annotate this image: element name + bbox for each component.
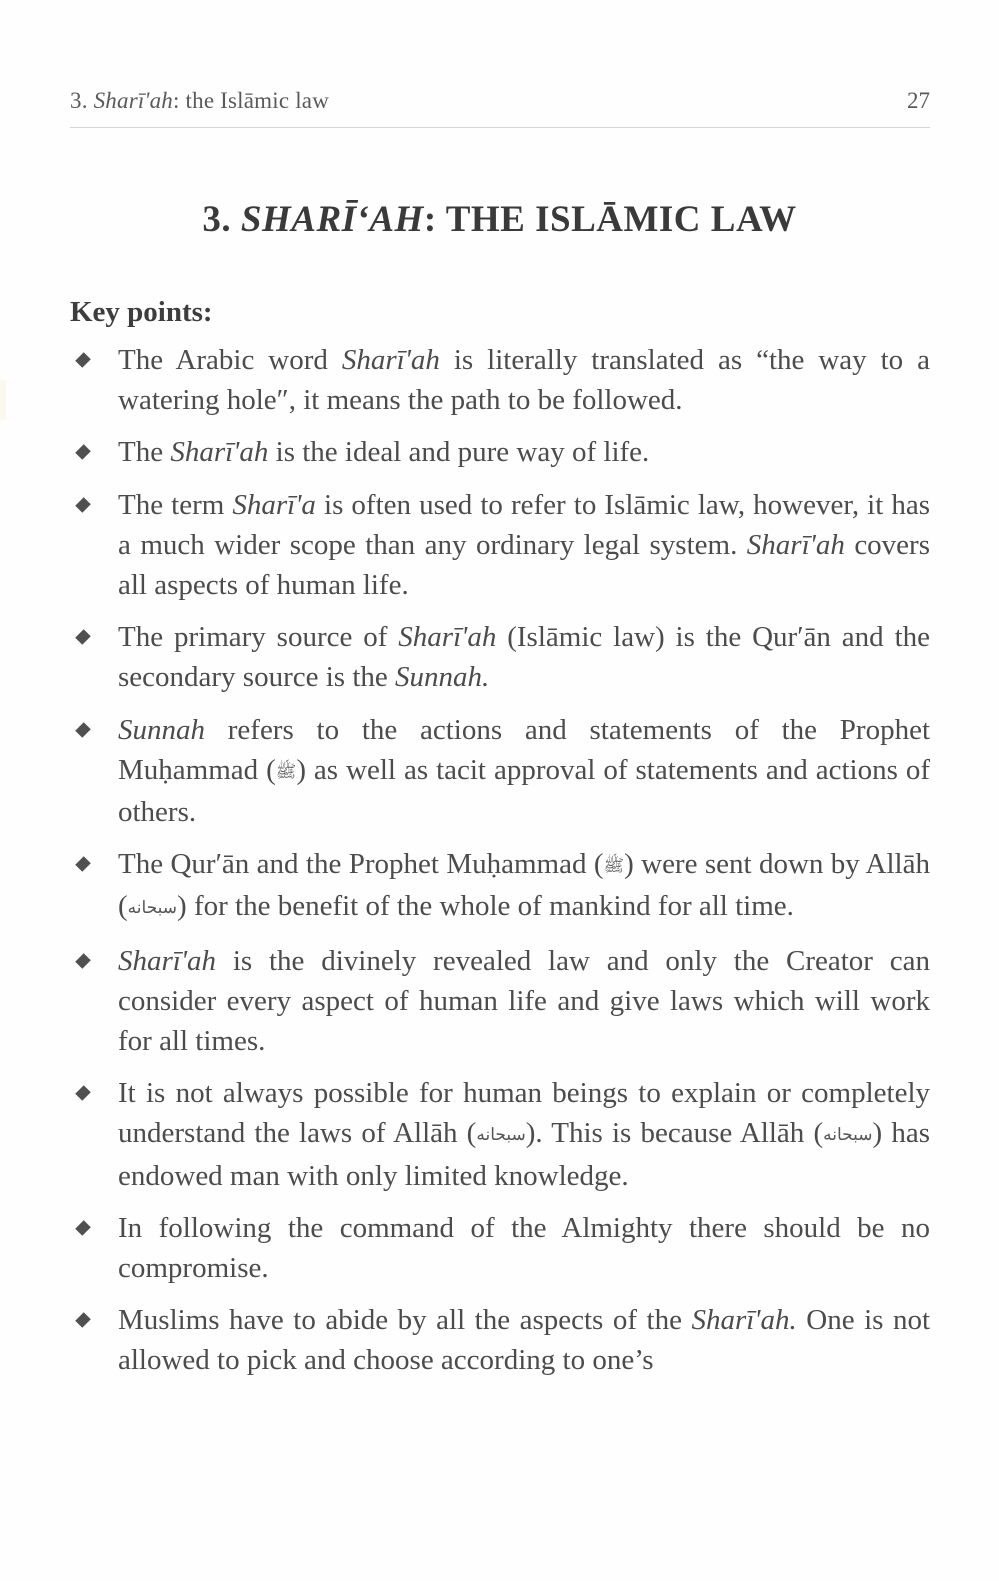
key-point-text: ) has endowed man with only limited knowledge. [118, 1117, 930, 1192]
key-point-text: ) were sent down by Allāh ( [118, 848, 930, 923]
italic-term: Sharī'ah [746, 528, 845, 561]
key-points-heading: Key points: [70, 296, 213, 328]
diamond-bullet-icon [75, 445, 91, 461]
diamond-bullet-icon [75, 629, 91, 645]
diamond-bullet-icon [75, 953, 91, 969]
diamond-bullet-icon [75, 352, 91, 368]
key-point-item [70, 1073, 930, 1196]
key-point-item [70, 941, 930, 1062]
key-point-text: The term [118, 488, 233, 521]
scan-edge-mark [0, 380, 6, 420]
diamond-bullet-icon [75, 1220, 91, 1236]
key-point-item [70, 432, 930, 472]
honorific-icon: ﷺ [275, 761, 297, 781]
chapter-title-rest: : THE ISLĀMIC LAW [423, 199, 797, 240]
key-point-text: It is not always possible for human beings to explain or completely understand the laws of Allāh ( [118, 1077, 930, 1150]
key-point-item [70, 340, 930, 420]
key-point-item [70, 485, 930, 606]
diamond-bullet-icon [75, 1085, 91, 1101]
running-head [70, 88, 930, 122]
key-point-text: is literally translated as “the way to a watering hole″, it means the path to be followed. [118, 344, 930, 417]
italic-term: Sunnah. [395, 661, 490, 694]
header-divider [70, 127, 930, 128]
italic-term: Sunnah [118, 713, 205, 746]
diamond-bullet-icon [75, 722, 91, 738]
key-point-text: is the divinely revealed law and only the Creator can consider every aspect of human life and give laws which will work for all times. [118, 944, 930, 1058]
running-head-segment: 3. [70, 88, 94, 113]
key-point-text: ) as well as tacit approval of statements and actions of others. [118, 753, 930, 829]
key-point-item [70, 617, 930, 697]
honorific-icon: ﷺ [603, 856, 625, 876]
key-point-text: ) for the benefit of the whole of mankind for all time. [177, 890, 794, 923]
key-point-text: In following the command of the Almighty there should be no compromise. [118, 1211, 930, 1285]
italic-term: Sharī'ah [170, 436, 269, 469]
key-point-text: is the ideal and pure way of life. [268, 436, 650, 469]
honorific-icon: سبحانه [476, 1125, 526, 1145]
key-points-list [70, 340, 930, 1393]
running-head-segment: : the Islāmic law [172, 88, 330, 113]
chapter-number: 3. [202, 199, 241, 240]
italic-term: Sharī'a [232, 488, 316, 521]
key-point-text: refers to the actions and statements of the Prophet Muḥammad ( [118, 713, 930, 786]
italic-term: Sharī'ah [341, 344, 440, 376]
key-point-text: The [118, 436, 171, 469]
page-number: 27 [907, 88, 930, 113]
key-point-text: covers all aspects of human life. [118, 528, 930, 602]
diamond-bullet-icon [75, 856, 91, 872]
chapter-title [0, 198, 999, 241]
key-point-text: is often used to refer to Islāmic law, however, it has a much wider scope than any ordinary legal system. [118, 488, 930, 561]
key-point-text: Muslims have to abide by all the aspects of the [118, 1304, 692, 1337]
running-head-segment: Sharī'ah [93, 88, 173, 113]
key-point-text: ). This is because Allāh ( [525, 1117, 824, 1150]
diamond-bullet-icon [75, 1312, 91, 1328]
honorific-icon: سبحانه [127, 898, 178, 918]
key-point-text: The Arabic word [118, 344, 342, 376]
key-point-text: The primary source of [118, 621, 399, 654]
honorific-icon: سبحانه [823, 1125, 873, 1145]
italic-term: Sharī'ah. [691, 1304, 797, 1337]
italic-term: Sharī'ah [118, 944, 217, 977]
running-head-title [70, 88, 329, 114]
key-point-text: (Islāmic law) is the Qur′ān and the secondary source is the [118, 621, 930, 694]
key-point-text: The Qur′ān and the Prophet Muḥammad ( [118, 848, 604, 881]
key-point-text: One is not allowed to pick and choose according to one’s [118, 1304, 931, 1377]
key-point-item [70, 1208, 930, 1288]
chapter-title-italic: SHARĪ‘AH [240, 199, 424, 240]
italic-term: Sharī'ah [398, 621, 497, 654]
key-point-item [70, 844, 930, 928]
diamond-bullet-icon [75, 497, 91, 513]
key-point-item [70, 710, 930, 833]
key-point-item [70, 1300, 930, 1380]
